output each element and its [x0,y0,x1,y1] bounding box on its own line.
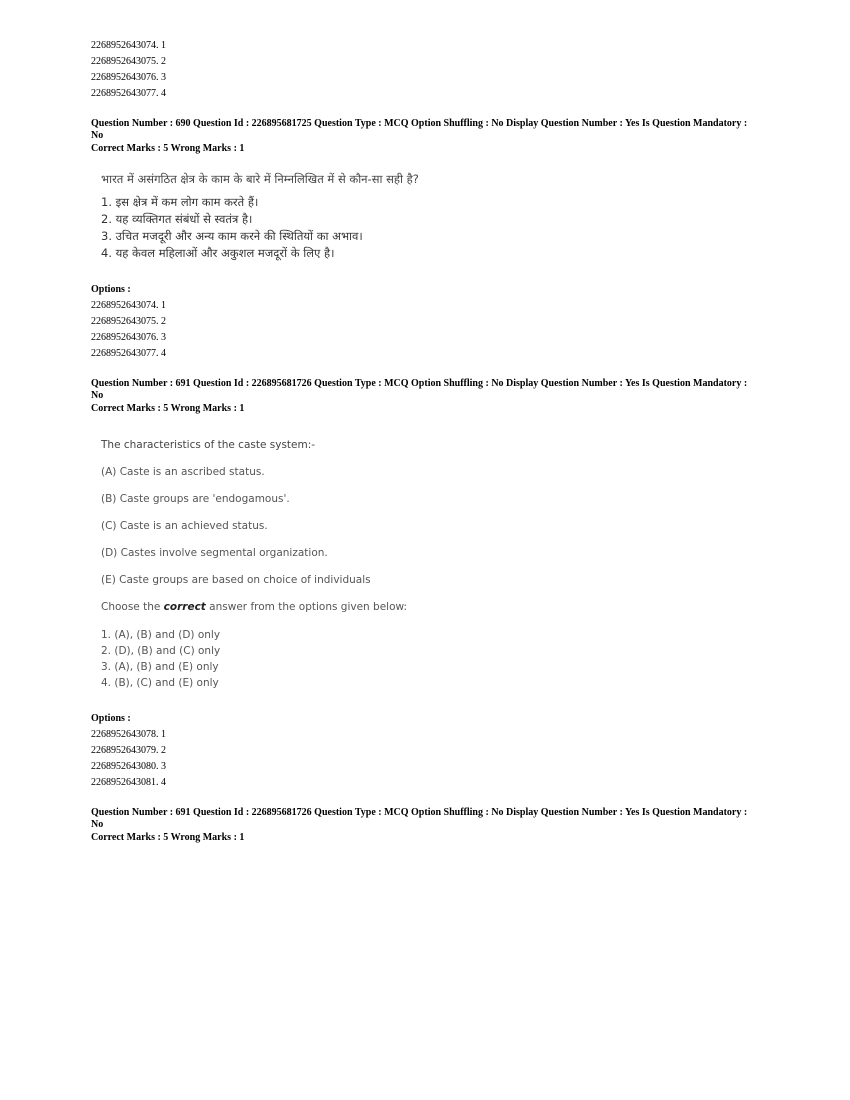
question-marks: Correct Marks : 5 Wrong Marks : 1 [91,143,245,154]
instruction-post: answer from the options given below: [205,601,408,613]
question-marks: Correct Marks : 5 Wrong Marks : 1 [91,832,245,843]
question-stem: The characteristics of the caste system:- [101,439,316,451]
answer-choice: 1. इस क्षेत्र में कम लोग काम करते हैं। [101,195,259,209]
option-line: 2268952643079. 2 [91,745,166,756]
question-690 [91,118,751,362]
answer-choices [101,627,751,691]
question-marks: Correct Marks : 5 Wrong Marks : 1 [91,403,245,414]
answer-choice: 4. यह केवल महिलाओं और अकुशल मजदूरों के लिए है। [101,246,335,260]
question-image [101,438,751,691]
previous-options-list [91,38,751,102]
question-691 [91,378,751,791]
instruction-emphasis: correct [163,601,206,613]
answer-choice: 4. (B), (C) and (E) only [101,677,219,689]
options-list [91,298,751,362]
answer-choice: 2. (D), (B) and (C) only [101,645,221,657]
options-list [91,727,751,791]
answer-choice: 2. यह व्यक्तिगत संबंधों से स्वतंत्र है। [101,212,253,226]
question-image [101,170,751,262]
option-line: 2268952643077. 4 [91,348,166,359]
instruction [101,600,751,614]
instruction-pre: Choose the [101,601,164,613]
answer-choice: 3. उचित मजदूरी और अन्य काम करने की स्थितियों का अभाव। [101,229,363,243]
statement: (B) Caste groups are 'endogamous'. [101,493,290,505]
options-heading: Options : [91,713,131,724]
option-line: 2268952643074. 1 [91,40,166,51]
answer-choices [101,194,751,262]
answer-choice: 1. (A), (B) and (D) only [101,629,221,641]
option-line: 2268952643076. 3 [91,72,166,83]
option-line: 2268952643080. 3 [91,761,166,772]
option-line: 2268952643074. 1 [91,300,166,311]
option-line: 2268952643077. 4 [91,88,166,99]
question-stem: भारत में असंगठित क्षेत्र के काम के बारे में निम्नलिखित में से कौन-सा सही है? [101,172,419,186]
options-heading: Options : [91,284,131,295]
option-line: 2268952643076. 3 [91,332,166,343]
answer-choice: 3. (A), (B) and (E) only [101,661,219,673]
statement: (D) Castes involve segmental organization. [101,547,328,559]
question-header: Question Number : 691 Question Id : 226895681726 Question Type : MCQ Option Shuffling : No Display Question Number : Yes Is Question Mandatory : No [91,807,748,830]
option-line: 2268952643075. 2 [91,56,166,67]
question-header: Question Number : 690 Question Id : 226895681725 Question Type : MCQ Option Shuffling : No Display Question Number : Yes Is Question Mandatory : No [91,118,748,141]
statement: (A) Caste is an ascribed status. [101,466,265,478]
question-paper-page [91,38,751,845]
statement: (C) Caste is an achieved status. [101,520,268,532]
option-line: 2268952643081. 4 [91,777,166,788]
statement: (E) Caste groups are based on choice of individuals [101,574,371,586]
option-line: 2268952643075. 2 [91,316,166,327]
option-line: 2268952643078. 1 [91,729,166,740]
question-header: Question Number : 691 Question Id : 226895681726 Question Type : MCQ Option Shuffling : No Display Question Number : Yes Is Question Mandatory : No [91,378,748,401]
question-691-next [91,807,751,845]
